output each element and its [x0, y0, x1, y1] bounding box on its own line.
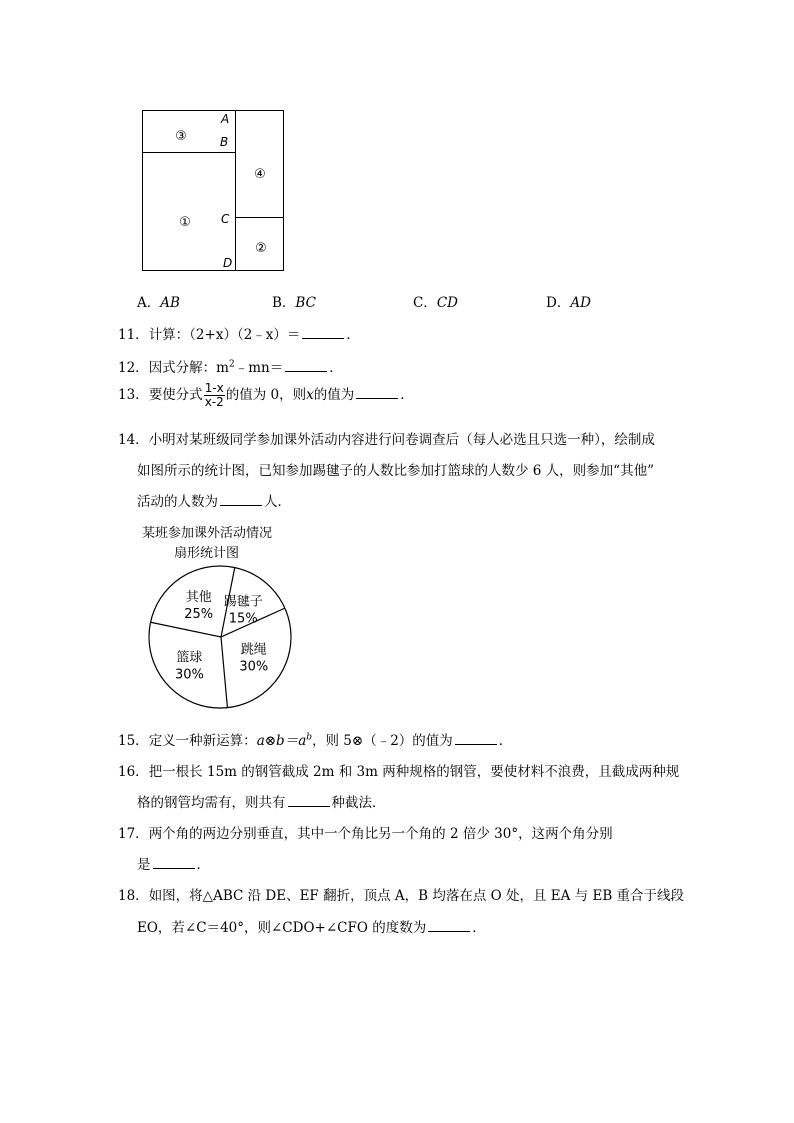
question-17-line2: 是 ． [137, 857, 210, 873]
pie-label-percent: 30% [239, 659, 269, 675]
question-12: 12．因式分解：$m^2﹣mn=$ ． [118, 359, 343, 376]
question-15: 15．定义一种新运算：$a\otimes b=a^b$，则 5⊗（﹣2）的值为 ． [118, 732, 513, 749]
answer-blank [220, 493, 262, 506]
pie-label-percent: 15% [228, 611, 258, 627]
pie-title-line2: 扇形统计图 [174, 546, 240, 561]
option-c: C．CD [413, 295, 458, 311]
answer-blank [356, 386, 398, 399]
question-16-line1: 16．把一根长 15m 的钢管截成 2m 和 3m 两种规格的钢管，要使材料不浪费，且截成两种规 [118, 764, 680, 780]
answer-blank [302, 326, 344, 339]
point-b-label: B [220, 135, 229, 149]
question-18-line1: 18．如图，将△ABC 沿 DE、EF 翻折，顶点 A，B 均落在点 O 处，且 EA 与 EB 重合于线段 [118, 888, 685, 904]
question-17-line1: 17．两个角的两边分别垂直，其中一个角比另一个角的 2 倍少 30°，这两个角分别 [118, 826, 613, 842]
pie-chart [140, 560, 300, 710]
option-d: D．AD [546, 295, 591, 311]
option-a: A．AB [137, 295, 180, 311]
pie-label-category: 踢毽子 [223, 594, 263, 610]
answer-blank [455, 732, 497, 745]
fraction: $\frac{1-x}{x-2}$ [204, 381, 224, 409]
answer-blank [288, 794, 330, 807]
pie-label-percent: 30% [174, 667, 204, 683]
pie-title-line1: 某班参加课外活动情况 [142, 526, 273, 541]
question-18-line2: EO，若∠C＝40°，则∠CDO+∠CFO 的度数为 ． [137, 920, 486, 936]
question-13: 13．要使分式 $\frac{1-x}{x-2}$ 的值为 0，则x的值为 ． [118, 381, 414, 409]
pie-label-percent: 25% [184, 607, 214, 623]
point-a-label: A [221, 112, 230, 126]
question-16-line2: 格的钢管均需有，则共有 种截法． [137, 795, 386, 811]
region-4-label: ④ [254, 167, 266, 182]
pie-label-category: 其他 [185, 590, 212, 606]
answer-blank [153, 856, 195, 869]
answer-blank [285, 359, 327, 372]
option-b: B．BC [272, 295, 316, 311]
point-d-label: D [223, 256, 233, 270]
rectangle-figure [135, 104, 295, 276]
region-1-label: ① [179, 215, 191, 230]
question-14-line2: 如图所示的统计图，已知参加踢毽子的人数比参加打篮球的人数少 6 人，则参加“其他” [137, 463, 654, 479]
question-11: 11．计算：（2+x）（2﹣x）＝ ． [118, 327, 360, 343]
pie-label-category: 跳绳 [240, 642, 267, 658]
region-3-label: ③ [175, 129, 187, 144]
question-14-line1: 14．小明对某班级同学参加课外活动内容进行问卷调查后（每人必选且只选一种），绘制成 [118, 432, 655, 448]
pie-label-category: 篮球 [176, 650, 203, 666]
point-c-label: C [221, 212, 230, 226]
answer-blank [428, 919, 470, 932]
region-2-label: ② [255, 241, 267, 256]
question-14-line3: 活动的人数为 人． [137, 494, 291, 510]
